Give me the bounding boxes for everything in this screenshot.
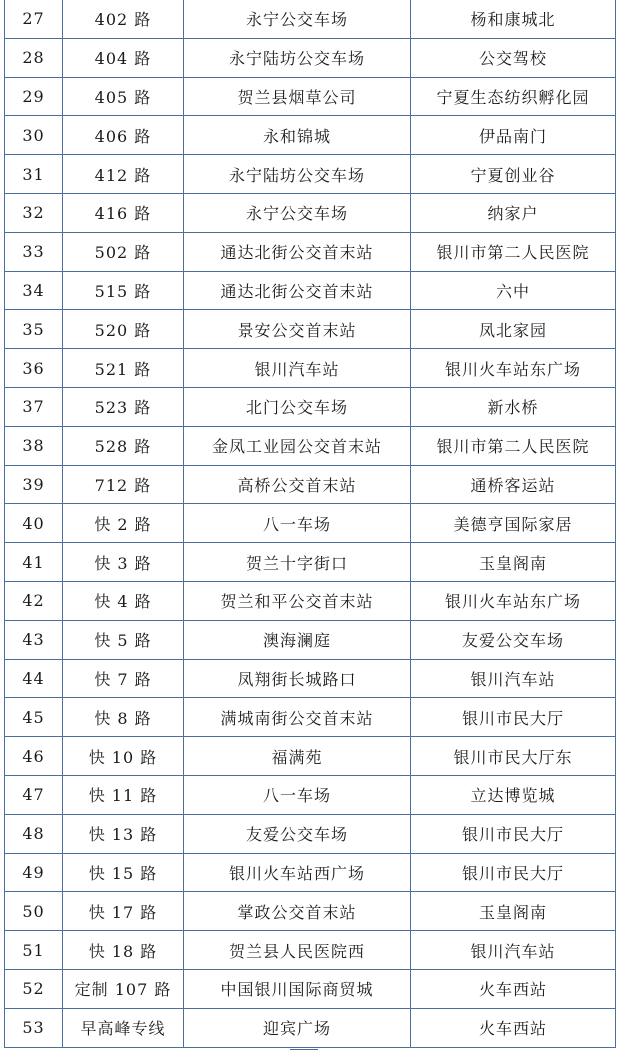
row-number-cell: 29 — [5, 77, 63, 116]
table-row — [5, 892, 616, 931]
start-station-cell: 永宁公交车场 — [184, 0, 411, 38]
table-row — [5, 116, 616, 155]
row-number-cell: 42 — [5, 581, 63, 620]
row-number-cell: 28 — [5, 38, 63, 77]
start-station-cell: 中国银川国际商贸城 — [184, 969, 411, 1008]
table-row — [5, 349, 616, 388]
start-station-cell: 澳海澜庭 — [184, 620, 411, 659]
start-station-cell: 掌政公交首末站 — [184, 892, 411, 931]
end-station-cell: 通桥客运站 — [411, 465, 616, 504]
route-name-cell: 712 路 — [63, 465, 184, 504]
route-name-cell: 快 8 路 — [63, 698, 184, 737]
table-row — [5, 737, 616, 776]
route-name-cell: 520 路 — [63, 310, 184, 349]
route-name-cell: 521 路 — [63, 349, 184, 388]
end-station-cell: 宁夏创业谷 — [411, 155, 616, 194]
row-number-cell: 50 — [5, 892, 63, 931]
table-row — [5, 387, 616, 426]
start-station-cell: 金凤工业园公交首末站 — [184, 426, 411, 465]
table-row — [5, 193, 616, 232]
table-row — [5, 504, 616, 543]
page-bottom-divider — [290, 1049, 318, 1050]
table-row — [5, 659, 616, 698]
end-station-cell: 火车西站 — [411, 1008, 616, 1047]
table-row — [5, 620, 616, 659]
route-name-cell: 快 13 路 — [63, 814, 184, 853]
row-number-cell: 40 — [5, 504, 63, 543]
start-station-cell: 银川火车站西广场 — [184, 853, 411, 892]
end-station-cell: 六中 — [411, 271, 616, 310]
end-station-cell: 银川市第二人民医院 — [411, 426, 616, 465]
end-station-cell: 银川市民大厅 — [411, 698, 616, 737]
table-row — [5, 38, 616, 77]
start-station-cell: 迎宾广场 — [184, 1008, 411, 1047]
table-row — [5, 271, 616, 310]
start-station-cell: 永宁公交车场 — [184, 193, 411, 232]
route-name-cell: 416 路 — [63, 193, 184, 232]
route-name-cell: 快 3 路 — [63, 543, 184, 582]
start-station-cell: 八一车场 — [184, 775, 411, 814]
row-number-cell: 35 — [5, 310, 63, 349]
route-name-cell: 405 路 — [63, 77, 184, 116]
table-row — [5, 465, 616, 504]
row-number-cell: 27 — [5, 0, 63, 38]
start-station-cell: 凤翔街长城路口 — [184, 659, 411, 698]
start-station-cell: 贺兰十字街口 — [184, 543, 411, 582]
table-row — [5, 1008, 616, 1047]
row-number-cell: 53 — [5, 1008, 63, 1047]
start-station-cell: 永和锦城 — [184, 116, 411, 155]
route-name-cell: 快 18 路 — [63, 931, 184, 970]
route-name-cell: 快 17 路 — [63, 892, 184, 931]
row-number-cell: 31 — [5, 155, 63, 194]
row-number-cell: 52 — [5, 969, 63, 1008]
table-row — [5, 426, 616, 465]
route-name-cell: 515 路 — [63, 271, 184, 310]
start-station-cell: 景安公交首末站 — [184, 310, 411, 349]
row-number-cell: 43 — [5, 620, 63, 659]
end-station-cell: 银川火车站东广场 — [411, 581, 616, 620]
row-number-cell: 51 — [5, 931, 63, 970]
start-station-cell: 贺兰县人民医院西 — [184, 931, 411, 970]
end-station-cell: 银川市第二人民医院 — [411, 232, 616, 271]
row-number-cell: 46 — [5, 737, 63, 776]
table-row — [5, 698, 616, 737]
route-name-cell: 快 4 路 — [63, 581, 184, 620]
table-row — [5, 543, 616, 582]
row-number-cell: 32 — [5, 193, 63, 232]
bus-route-table — [4, 0, 616, 1048]
start-station-cell: 通达北街公交首末站 — [184, 271, 411, 310]
end-station-cell: 宁夏生态纺织孵化园 — [411, 77, 616, 116]
table-row — [5, 0, 616, 38]
route-name-cell: 快 5 路 — [63, 620, 184, 659]
row-number-cell: 48 — [5, 814, 63, 853]
table-row — [5, 775, 616, 814]
row-number-cell: 45 — [5, 698, 63, 737]
row-number-cell: 34 — [5, 271, 63, 310]
table-row — [5, 581, 616, 620]
end-station-cell: 纳家户 — [411, 193, 616, 232]
end-station-cell: 银川汽车站 — [411, 659, 616, 698]
start-station-cell: 银川汽车站 — [184, 349, 411, 388]
table-row — [5, 814, 616, 853]
row-number-cell: 47 — [5, 775, 63, 814]
route-name-cell: 快 2 路 — [63, 504, 184, 543]
end-station-cell: 银川市民大厅 — [411, 853, 616, 892]
route-name-cell: 快 10 路 — [63, 737, 184, 776]
row-number-cell: 49 — [5, 853, 63, 892]
table-row — [5, 232, 616, 271]
start-station-cell: 友爱公交车场 — [184, 814, 411, 853]
end-station-cell: 美德亨国际家居 — [411, 504, 616, 543]
end-station-cell: 银川市民大厅 — [411, 814, 616, 853]
end-station-cell: 玉皇阁南 — [411, 543, 616, 582]
route-name-cell: 523 路 — [63, 387, 184, 426]
table-row — [5, 155, 616, 194]
start-station-cell: 福满苑 — [184, 737, 411, 776]
start-station-cell: 满城南街公交首末站 — [184, 698, 411, 737]
route-name-cell: 502 路 — [63, 232, 184, 271]
row-number-cell: 39 — [5, 465, 63, 504]
route-name-cell: 快 11 路 — [63, 775, 184, 814]
start-station-cell: 永宁陆坊公交车场 — [184, 155, 411, 194]
table-row — [5, 931, 616, 970]
table-row — [5, 853, 616, 892]
start-station-cell: 永宁陆坊公交车场 — [184, 38, 411, 77]
route-name-cell: 定制 107 路 — [63, 969, 184, 1008]
end-station-cell: 新水桥 — [411, 387, 616, 426]
end-station-cell: 银川汽车站 — [411, 931, 616, 970]
row-number-cell: 30 — [5, 116, 63, 155]
end-station-cell: 公交驾校 — [411, 38, 616, 77]
route-name-cell: 快 7 路 — [63, 659, 184, 698]
route-name-cell: 快 15 路 — [63, 853, 184, 892]
end-station-cell: 玉皇阁南 — [411, 892, 616, 931]
route-name-cell: 早高峰专线 — [63, 1008, 184, 1047]
table-row — [5, 77, 616, 116]
start-station-cell: 北门公交车场 — [184, 387, 411, 426]
end-station-cell: 火车西站 — [411, 969, 616, 1008]
start-station-cell: 贺兰县烟草公司 — [184, 77, 411, 116]
row-number-cell: 38 — [5, 426, 63, 465]
table-row — [5, 969, 616, 1008]
end-station-cell: 银川市民大厅东 — [411, 737, 616, 776]
end-station-cell: 杨和康城北 — [411, 0, 616, 38]
row-number-cell: 33 — [5, 232, 63, 271]
start-station-cell: 高桥公交首末站 — [184, 465, 411, 504]
route-name-cell: 404 路 — [63, 38, 184, 77]
row-number-cell: 41 — [5, 543, 63, 582]
route-name-cell: 402 路 — [63, 0, 184, 38]
end-station-cell: 立达博览城 — [411, 775, 616, 814]
start-station-cell: 通达北街公交首末站 — [184, 232, 411, 271]
bus-route-table-body — [5, 0, 616, 1047]
start-station-cell: 贺兰和平公交首末站 — [184, 581, 411, 620]
table-row — [5, 310, 616, 349]
end-station-cell: 凤北家园 — [411, 310, 616, 349]
row-number-cell: 37 — [5, 387, 63, 426]
end-station-cell: 友爱公交车场 — [411, 620, 616, 659]
start-station-cell: 八一车场 — [184, 504, 411, 543]
row-number-cell: 44 — [5, 659, 63, 698]
end-station-cell: 伊品南门 — [411, 116, 616, 155]
route-name-cell: 528 路 — [63, 426, 184, 465]
route-name-cell: 412 路 — [63, 155, 184, 194]
route-name-cell: 406 路 — [63, 116, 184, 155]
row-number-cell: 36 — [5, 349, 63, 388]
end-station-cell: 银川火车站东广场 — [411, 349, 616, 388]
